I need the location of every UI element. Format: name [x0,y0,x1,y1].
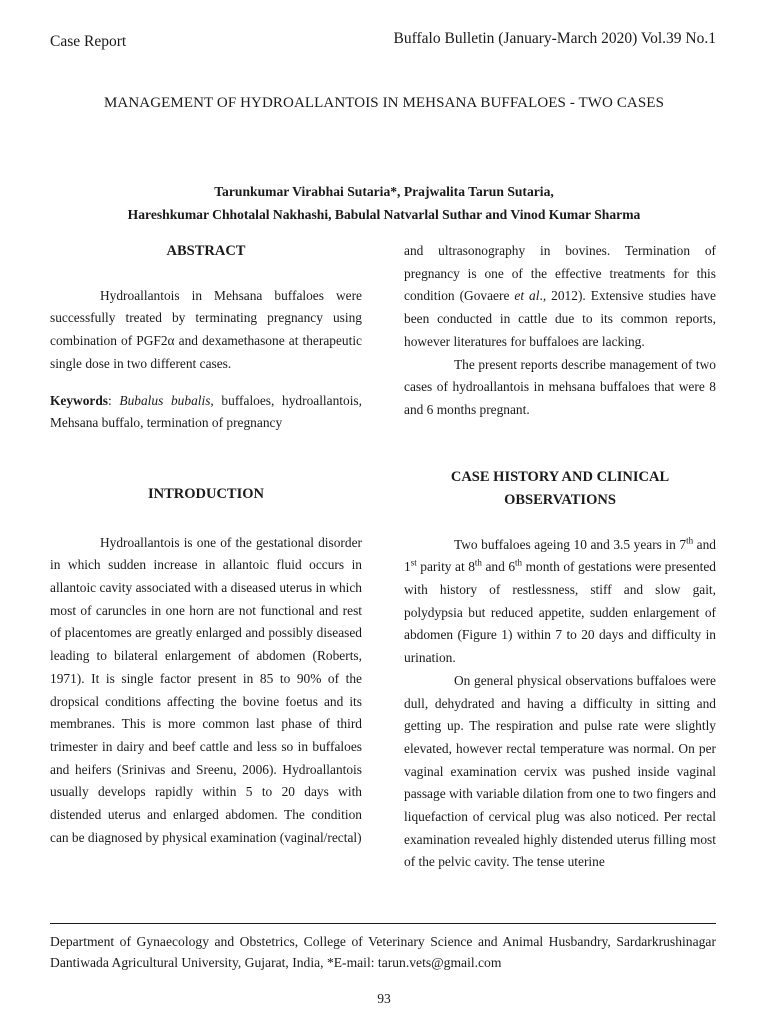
keywords-species: Bubalus bubalis [119,392,211,408]
page-number: 93 [377,991,391,1006]
case-history-heading-line-2: OBSERVATIONS [504,491,616,508]
intro-continued-text-a: and ultrasonography in bovines. Termination of pregnancy is one of the effective treatments for this condition (Govaere [404,243,716,304]
case-history-heading [404,466,716,512]
article-title: MANAGEMENT OF HYDROALLANTOIS IN MEHSANA BUFFALOES - TWO CASES [103,95,665,111]
case-text-d: and 6 [481,559,516,575]
case-sup-2: st [410,557,417,568]
right-column [404,240,716,874]
case-text-e: month of gestations were presented with history of restlessness, stiff and slow gait, polydypsia but reduced appetite, sudden enlargement of abdomen (Figure 1) within 7 to 20 days and difficulty in urination. [404,559,716,666]
footer-affiliation: Department of Gynaecology and Obstetrics, College of Veterinary Science and Animal Husbandry, Sardarkrushinagar Dantiwada Agricultural University, Gujarat, India, *E-mail: tarun.vets@gmail.com [50,934,716,970]
header-section-label: Case Report [50,33,127,50]
keywords-paragraph [50,390,362,435]
present-report-paragraph: The present reports describe management of two cases of hydroallantois in mehsana buffaloes that were 8 and 6 months pregnant. [404,356,716,417]
keywords-list: , buffaloes, hydroallantois, Mehsana buffalo, termination of pregnancy [50,392,362,431]
physical-observations-paragraph: On general physical observations buffaloes were dull, dehydrated and having a difficulty in sitting and getting up. The respiration and pulse rate were slightly elevated, however rectal temperature was normal. On per vaginal examination cervix was pushed inside vaginal passage with variable dilation from one to two fingers and liquefaction of cervical plug was also noticed. Per rectal examination revealed highly distended uterus filling most of the pelvic cavity. The tense uterine [404,672,716,870]
case-text-a: Two buffaloes ageing 10 and 3.5 years in 7 [454,536,687,552]
introduction-text: Hydroallantois is one of the gestational disorder in which sudden increase in allantoic fluid occurs in allantoic cavity associated with a diseased uterus in which most of caruncles in one horn are not functional and rest of placentomes are greatly enlarged and possibly diseased leading to bilateral enlargement of abdomen (Roberts, 1971). It is single factor present in 85 to 90% of the dropsical conditions affecting the bovine foetus and its membranes. This is more common last phase of third trimester in dairy and beef cattle and less so in buffaloes and heifers (Srinivas and Sreenu, 2006). Hydroallantois usually develops rapidly within 5 to 20 days with distended uterus and enlarged abdomen. The condition can be diagnosed by physical examination (vaginal/rectal) [50,534,362,845]
case-history-paragraph [404,534,716,670]
abstract-heading: ABSTRACT [166,243,246,259]
author-line-1: Tarunkumar Virabhai Sutaria*, Prajwalita Tarun Sutaria, [214,184,554,199]
header-journal-info: Buffalo Bulletin (January-March 2020) Vol.39 No.1 [393,30,716,47]
case-text-b: and 1 [404,536,716,575]
intro-continued-text-b: ., 2012). Extensive studies have been conducted in cattle due to its common reports, however literatures for buffaloes are lacking. [404,288,717,349]
author-line-2: Hareshkumar Chhotalal Nakhashi, Babulal Natvarlal Suthar and Vinod Kumar Sharma [127,207,641,222]
case-text-c: parity at 8 [416,559,475,575]
intro-continued-paragraph [404,240,716,354]
case-sup-1: th [686,535,694,546]
footer-divider [50,923,716,924]
author-list [0,180,768,226]
citation-et-al: et al [514,288,540,304]
case-sup-3: th [474,557,482,568]
abstract-text: Hydroallantois in Mehsana buffaloes were successfully treated by terminating pregnancy using combination of PGF2α and dexamethasone at therapeutic single dose in two different cases. [50,287,362,371]
case-sup-4: th [515,557,523,568]
keywords-colon: : [108,392,120,408]
left-column [50,240,362,849]
keywords-label: Keywords [50,392,109,408]
case-history-heading-line-1: CASE HISTORY AND CLINICAL [450,468,670,485]
introduction-heading: INTRODUCTION [147,485,264,502]
